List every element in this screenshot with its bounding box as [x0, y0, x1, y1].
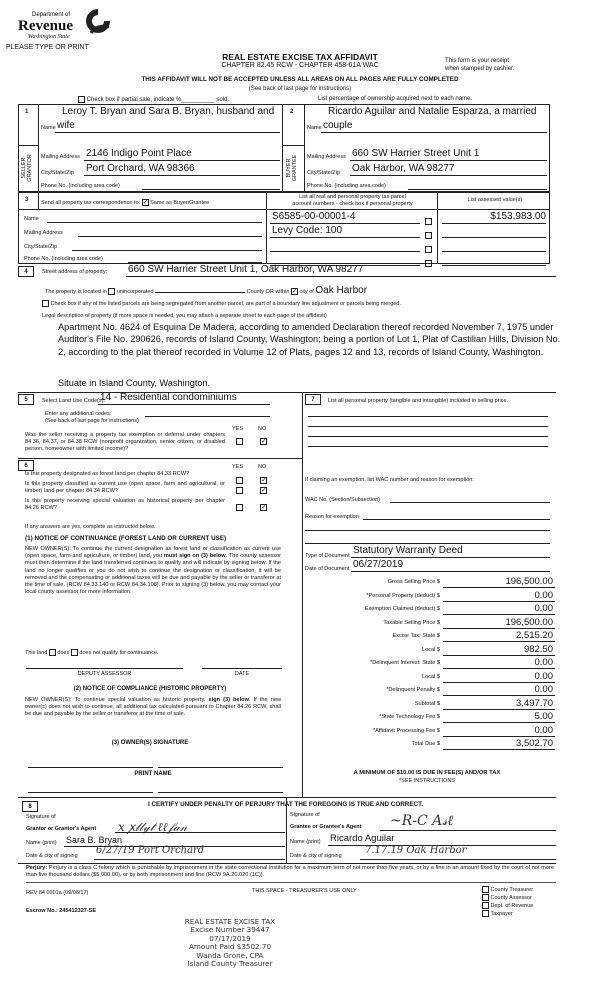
parcel-number[interactable]: Levy Code: 100 [272, 225, 343, 236]
does-not-label: does not qualify for continuance. [79, 649, 159, 656]
treasurer-space: THIS SPACE - TREASURER'S USE ONLY [252, 888, 357, 894]
segregated-note: Check box if any of the listed parcels are being segregated from another parcel, are part of a boundary line adjustment or parcels being merged. [50, 300, 401, 307]
city-checkbox[interactable]: ✓ [291, 288, 298, 296]
receipt-note: when stamped by cashier. [445, 66, 515, 72]
doc-type-label: Type of Document [305, 553, 350, 559]
financial-label: *Delinquent Interest: State $ [370, 660, 440, 666]
financial-value[interactable]: 3,497.70 [443, 698, 555, 710]
copy-checkbox[interactable] [482, 894, 489, 901]
perjury-note: Perjury: Perjury is a class C felony which is punishable by imprisonment in the state correctional institution for a maximum term of not more than five years, or by a fine in an amount fixed by the court of not more than five thousand dollars ($5,000.00), or by both imprisonment and fine (RCW 9A.20.020 (1C)). [26, 865, 554, 879]
financial-value[interactable]: 5.00 [443, 711, 555, 723]
deputy-assessor: DEPUTY ASSESSOR [77, 671, 132, 677]
does-checkbox[interactable] [49, 649, 56, 656]
financial-row [330, 725, 555, 738]
yes-checkbox[interactable] [236, 504, 243, 511]
section6-question: Is this property receiving special valuation as historical property per chapter 84.26 RCW? [25, 498, 225, 512]
financial-label: *Delinquent Penalty $ [386, 687, 440, 693]
notice2-title: (2) NOTICE OF COMPLIANCE (HISTORIC PROPERTY) [73, 686, 227, 692]
field-label: Mailing Address [41, 154, 80, 160]
field-label: Date & city of signing [26, 853, 78, 859]
logo-text: Revenue [18, 18, 73, 34]
financial-value[interactable]: 982.50 [443, 644, 555, 656]
parcel-header: List all real and personal property tax parcel [299, 194, 406, 200]
send-label: Send all property tax correspondence to: [41, 199, 141, 206]
copy-checkbox[interactable] [482, 910, 489, 917]
field-label: Grantor or Grantor's Agent [26, 826, 97, 832]
legal-label: Legal description of property (if more space is needed, you may attach a separate sheet to each page of the affidavit) [42, 313, 327, 319]
personal-property-checkbox[interactable] [425, 218, 432, 225]
financial-value[interactable]: 196,500.00 [443, 617, 555, 629]
financial-row [330, 684, 555, 697]
personal-property-label: List all personal property (tangible and intangible) included in selling price. [328, 398, 509, 404]
unincorporated-checkbox[interactable] [108, 288, 115, 295]
buyer-name[interactable]: Ricardo Aguilar and Natalie Esparza, a married [328, 106, 537, 117]
field-label: Name (print) [26, 840, 57, 846]
receipt-note: This form is your receipt [445, 58, 510, 64]
financial-row [330, 738, 555, 751]
section-number: 5 [18, 394, 34, 405]
field-label: Mailing Address [24, 230, 63, 236]
financial-value[interactable]: 3,502.70 [443, 738, 555, 750]
section-number: 3 [25, 197, 29, 203]
field-label: Signature of [26, 814, 56, 820]
personal-property-checkbox[interactable] [425, 246, 432, 253]
section-number: 6 [18, 460, 34, 471]
copy-label: County Treasurer [490, 886, 534, 893]
financial-label: *Personal Property (deduct) $ [366, 592, 440, 599]
form-revision: REV 84 0001a (09/06/17) [26, 890, 89, 896]
assessed-value[interactable]: $153,983.00 [490, 211, 546, 222]
grantee-print-name[interactable]: Ricardo Aguilar [330, 833, 395, 844]
located-label: The property is located in [45, 289, 107, 295]
financial-row [330, 590, 555, 603]
exemption-question: Was the seller receiving a property tax exemption or deferral under chapters 84.36, 84.37, or 84.38 RCW (nonprofit organization, senior citizen, or disabled person, homeowner with limited income)? [25, 432, 225, 453]
certify-statement: I CERTIFY UNDER PENALTY OF PERJURY THAT THE FOREGOING IS TRUE AND CORRECT. [148, 801, 423, 808]
field-label: City/State/Zip [24, 244, 58, 250]
print-name-label: PRINT NAME [134, 771, 172, 777]
field-label: Street address of property: [42, 269, 108, 275]
grantor-print-name[interactable]: Sara B. Bryan [66, 835, 123, 845]
seller-city[interactable]: Port Orchard, WA 98366 [86, 163, 195, 174]
financial-row [330, 711, 555, 724]
field-label: Select Land Use Code(s): [42, 398, 105, 404]
financial-label: Subtotal $ [414, 700, 440, 707]
financial-label: *Affidavit Processing Fee $ [372, 727, 440, 734]
same-as-buyer-checkbox[interactable]: ✓ [142, 199, 149, 206]
form-subtitle: CHAPTER 82.45 RCW - CHAPTER 458-61A WAC [221, 62, 379, 69]
section-number: 4 [18, 266, 34, 277]
parcel-header: account numbers - check box if personal property [292, 201, 413, 207]
grantee-signature[interactable]: ~R-C A𝓈ℓ [390, 813, 454, 829]
does-not-checkbox[interactable] [71, 649, 78, 656]
field-label: Name [307, 125, 322, 131]
legal-description: Apartment No. 4624 of Esquina De Madera, according to amended Declaration thereof recorded November 7, 1975 under Auditor's File No. 290626, records of Island County, Washington; being a portion of Lot 1, Plat of Castilian Hills, Division No. 2, according to the plat thereof recorded in Volume 12 of Plats, pages 12 and 13, records of Island County, Washington. [58, 322, 561, 357]
grantor-date-city[interactable]: 6/27/19 Port Orchard [96, 845, 205, 856]
buyer-name-cont[interactable]: couple [323, 120, 353, 131]
field-label: Name [41, 125, 56, 131]
field-label: Phone No. (including area code) [41, 183, 120, 189]
seller-side-label: SELLER GRANTOR [21, 154, 33, 182]
copy-label: Taxpayer [490, 910, 513, 917]
field-label: Name [24, 216, 39, 222]
unincorporated-label: unincorporated [116, 289, 154, 295]
field-label: City/State/Zip [41, 170, 75, 176]
no-header: NO [258, 464, 267, 470]
city-of-label: city of [299, 289, 314, 295]
financial-row [330, 698, 555, 711]
financial-value[interactable]: 0.00 [443, 684, 555, 696]
section-number: 7 [305, 394, 321, 405]
copy-checkbox[interactable] [482, 902, 489, 909]
warning: THIS AFFIDAVIT WILL NOT BE ACCEPTED UNLESS ALL AREAS ON ALL PAGES ARE FULLY COMPLETED [141, 76, 459, 83]
owner-signature-label: (3) OWNER(S) SIGNATURE [111, 740, 189, 746]
same-label: Same as Buyer/Grantee [150, 199, 210, 206]
financial-row [330, 603, 555, 616]
seller-name-cont[interactable]: wife [57, 120, 75, 131]
yes-header: YES [232, 464, 244, 470]
form-title: REAL ESTATE EXCISE TAX AFFIDAVIT [222, 52, 378, 62]
financial-value[interactable]: 0.00 [443, 725, 555, 737]
personal-property-checkbox[interactable] [425, 232, 432, 239]
claiming-label: If claiming an exemption, list WAC number and reason for exemption: [305, 477, 474, 483]
seller-name[interactable]: Leroy T. Bryan and Sara B. Bryan, husband and [62, 106, 275, 117]
financial-value[interactable]: 0.00 [443, 657, 555, 669]
field-label: Signature of [290, 812, 320, 818]
property-city[interactable]: Oak Harbor [315, 285, 368, 296]
field-label: Mailing Address [307, 154, 346, 160]
see-back: (See back of last page for instructions) [45, 418, 139, 424]
dor-logo-icon [83, 6, 113, 36]
financial-row [330, 657, 555, 670]
no-checkbox[interactable]: ✓ [261, 504, 267, 512]
seller-address[interactable]: 2146 Indigo Point Place [86, 148, 192, 159]
financial-row [330, 644, 555, 657]
financial-value[interactable]: 2,515.20 [443, 630, 555, 642]
financial-label: Local $ [421, 673, 440, 680]
if-yes: If any answers are yes, complete as instructed below. [25, 524, 156, 530]
county-or-label: County OR within [246, 289, 290, 295]
logo-text: Department of [32, 12, 71, 18]
segregated-checkbox[interactable] [42, 300, 49, 307]
partial-sale-checkbox[interactable] [78, 96, 85, 103]
section-number: 2 [290, 109, 294, 115]
this-land: This land [25, 649, 48, 656]
land-use-code[interactable]: 14 - Residential condominiums [100, 392, 237, 403]
financial-label: Gross Selling Price $ [387, 579, 440, 585]
copy-label: County Assessor [490, 894, 532, 901]
yes-checkbox[interactable] [236, 487, 243, 494]
please-type: PLEASE TYPE OR PRINT [6, 44, 89, 51]
grantor-signature[interactable]: x ꭗ𝓁𝓁𝓎𝓉 ℓℓ𝒻𝒶𝓃 [118, 820, 188, 834]
doc-date[interactable]: 06/27/2019 [353, 559, 404, 570]
grantee-date-city[interactable]: 7.17.19 Oak Harbor [365, 845, 467, 856]
see-instructions: *SEE INSTRUCTIONS [399, 778, 455, 784]
field-label: Grantee or Grantee's Agent [290, 824, 362, 830]
field-label: City/State/Zip [307, 170, 341, 176]
field-label: Phone No. (including area code) [24, 256, 103, 262]
reason-label: Reason for exemption [305, 514, 359, 520]
section-number: 8 [22, 801, 38, 812]
copy-label: Dept. of Revenue [490, 902, 534, 909]
wac-label: WAC No. (Section/Subsection) [305, 497, 380, 503]
financial-row [330, 671, 555, 684]
financial-value[interactable]: 196,500.00 [443, 576, 555, 588]
logo-text: Washington State [28, 34, 70, 40]
section6-question: Is this property designated as forest land per chapter 84.33 RCW? [25, 471, 190, 477]
does-label: does [57, 649, 70, 656]
financial-label: Exemption Claimed (deduct) $ [364, 606, 440, 612]
financial-value[interactable]: 0.00 [443, 590, 555, 602]
field-label: Enter any additional codes: [45, 411, 112, 417]
list-pct: List percentage of ownership acquired next to each name. [318, 96, 473, 102]
date-label: DATE [234, 671, 250, 677]
financial-label: Taxable Selling Price $ [383, 619, 440, 626]
no-header: NO [258, 426, 267, 432]
section-number: 1 [25, 109, 29, 115]
financial-value[interactable]: 0.00 [443, 603, 555, 615]
financial-row [330, 630, 555, 643]
minimum-note: A MINIMUM OF $10.00 IS DUE IN FEE(S) AND/OR TAX [353, 770, 501, 776]
treasurer-stamp: REAL ESTATE EXCISE TAX Excise Number 39447 07/17/2019 Amount Paid $3502.70 Wanda Grone, CPA Island County Treasurer [184, 917, 276, 969]
financial-label: *State Technology Fee $ [379, 714, 440, 720]
notice2-text: NEW OWNER(S): To continue special valuation as historic property, sign (3) below. If the new owner(s) does not wish to continue, all additional tax calculated pursuant to Chapter 84.26 RCW, shall be due and payable by the seller or transferor at the time of sale. [25, 697, 281, 718]
property-street[interactable]: 660 SW Harrier Street Unit 1, Oak Harbor, WA 98277 [128, 264, 364, 275]
notice1-text: NEW OWNER(S): To continue the current designation as forest land or classification as current use (open space, farm and agriculture, or timber) land, you must sign on (3) below. The county assessor must then determine if the land transferred continues to qualify and will indicate by signing below. If the land no longer qualifies or you do not wish to continue the designation or classification, it will be removed and the compensating or additional taxes will be due and payable by the seller or transferor at the time of sale. (RCW 84.33.140 or RCW 84.34.108). Prior to signing (3) below, you may contact your local county assessor for more information. [25, 546, 281, 596]
doc-type[interactable]: Statutory Warranty Deed [353, 545, 463, 556]
see-back: (See back of last page for instructions) [248, 86, 352, 92]
partial-sale-label: Check box if partial sale, indicate %__________ sold. [86, 97, 230, 104]
financial-row [330, 617, 555, 630]
no-checkbox[interactable]: ✓ [261, 438, 267, 446]
no-checkbox[interactable]: ✓ [261, 487, 267, 495]
doc-date-label: Date of Document [305, 566, 350, 572]
buyer-address[interactable]: 660 SW Harrier Street Unit 1 [352, 148, 480, 159]
escrow-number: Escrow No.: 245412327-SE [26, 908, 97, 914]
yes-header: YES [232, 426, 244, 432]
notice1-title: (1) NOTICE OF CONTINUANCE (FOREST LAND OR CURRENT USE) [25, 535, 227, 542]
financial-label: Excise Tax: State $ [392, 633, 440, 639]
no-checkbox[interactable]: ✓ [261, 477, 267, 485]
section6-question: Is this property classified as current use (open space, farm and agricultural, or timber) land per chapter 84.34 RCW? [25, 481, 225, 495]
field-label: Date & city of signing [290, 853, 342, 859]
buyer-side-label: BUYER GRANTEE [286, 154, 298, 182]
assessed-header: List assessed value(s) [467, 197, 523, 203]
financial-value[interactable]: 0.00 [443, 671, 555, 683]
field-label: Phone No. (including area code) [307, 183, 386, 189]
situate: Situate in Island County, Washington. [58, 378, 211, 388]
field-label: Name (print) [290, 839, 321, 845]
personal-property-checkbox[interactable] [425, 260, 432, 267]
buyer-city[interactable]: Oak Harbor, WA 98277 [352, 163, 455, 174]
financial-label: Total Due $ [411, 741, 440, 747]
parcel-number[interactable]: S6585-00-00001-4 [272, 211, 356, 222]
financial-label: Local $ [421, 646, 440, 653]
financial-row [330, 576, 555, 589]
yes-checkbox[interactable] [236, 438, 243, 445]
copy-checkbox[interactable] [482, 886, 489, 893]
